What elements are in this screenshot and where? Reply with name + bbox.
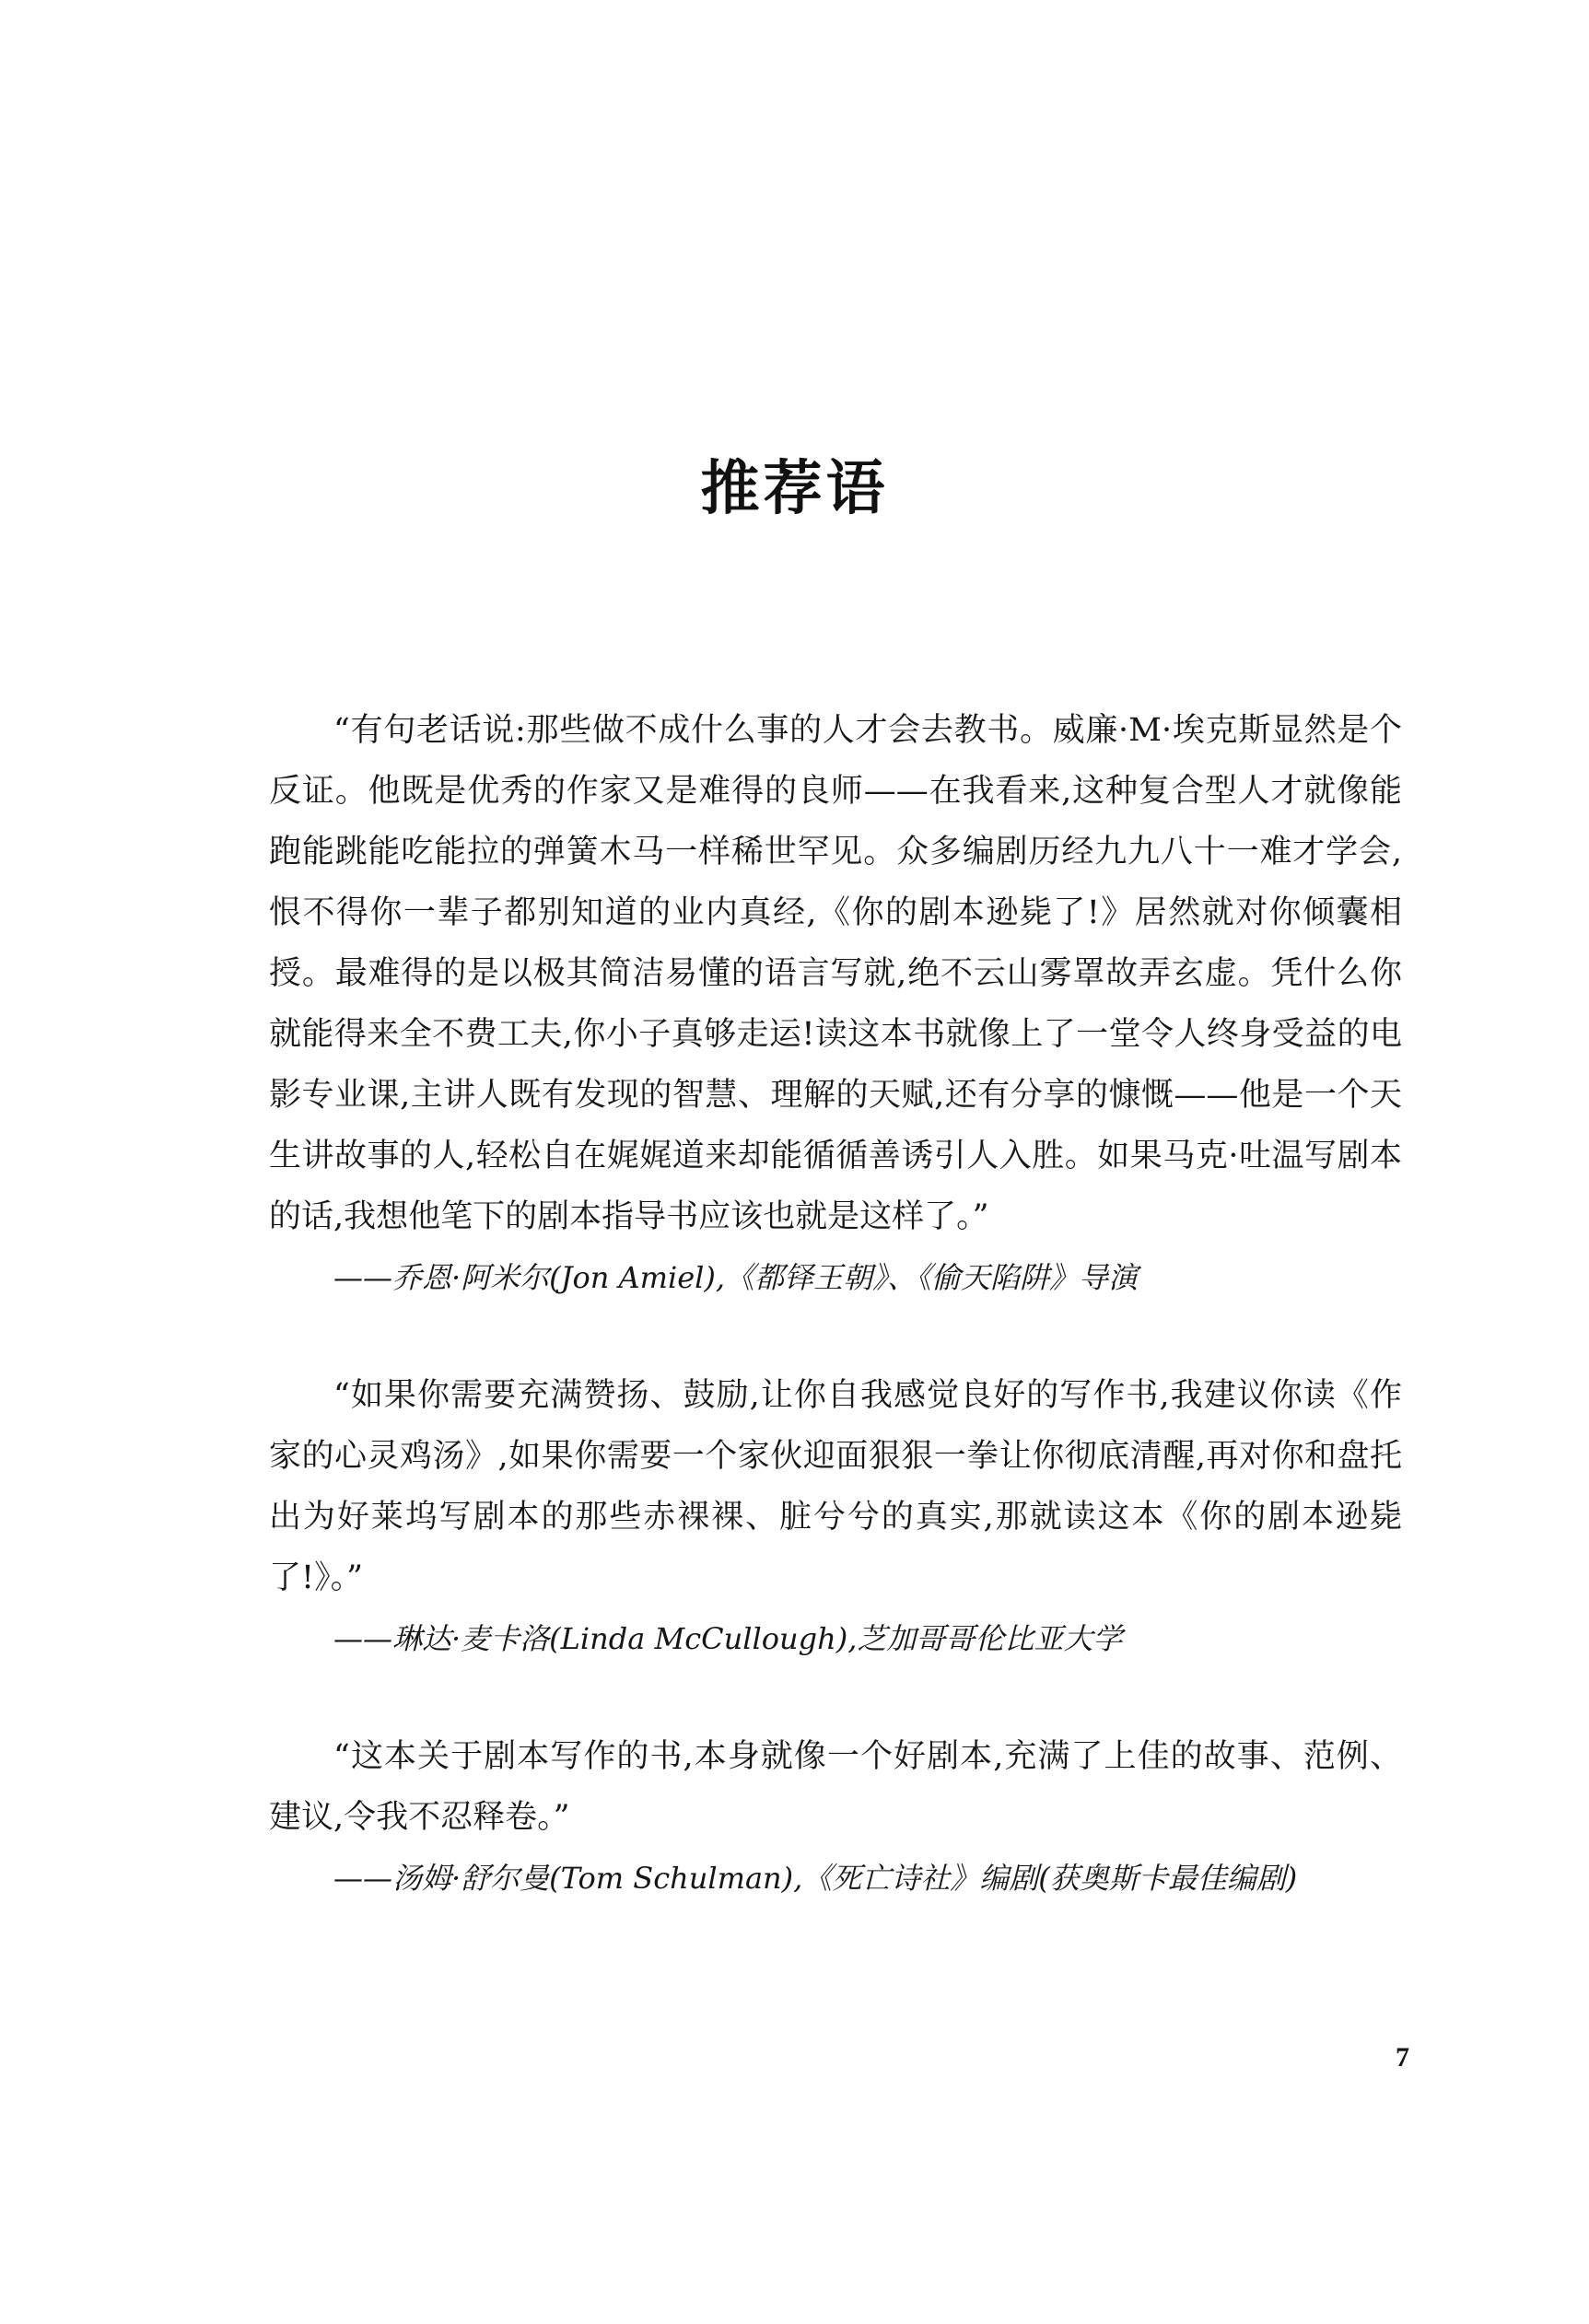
quote-text: “如果你需要充满赞扬、鼓励,让你自我感觉良好的写作书,我建议你读《作家的心灵鸡汤》,如果你需要一个家伙迎面狠狠一拳让你彻底清醒,再对你和盘托出为好莱坞写剧本的那些赤裸裸、脏兮兮的真实,那就读这本《你的剧本逊毙了!》。”	[269, 1377, 1402, 1596]
quote-text: “有句老话说:那些做不成什么事的人才会去教书。威廉·M·埃克斯显然是个反证。他既是优秀的作家又是难得的良师——在我看来,这种复合型人才就像能跑能跳能吃能拉的弹簧木马一样稀世罕见。众多编剧历经九九八十一难才学会,恨不得你一辈子都别知道的业内真经,《你的剧本逊毙了!》居然就对你倾囊相授。最难得的是以极其简洁易懂的语言写就,绝不云山雾罩故弄玄虚。凭什么你就能得来全不费工夫,你小子真够走运!读这本书就像上了一堂令人终身受益的电影专业课,主讲人既有发现的智慧、理解的天赋,还有分享的慷慨——他是一个天生讲故事的人,轻松自在娓娓道来却能循循善诱引人入胜。如果马克·吐温写剧本的话,我想他笔下的剧本指导书应该也就是这样了。”	[269, 712, 1402, 1235]
quote-attribution: ——汤姆·舒尔曼(Tom Schulman),《死亡诗社》编剧(获奥斯卡最佳编剧)	[333, 1861, 1298, 1896]
quote-block-1	[269, 700, 1402, 1308]
recommendations-body	[269, 700, 1402, 1909]
quote-attribution: ——乔恩·阿米尔(Jon Amiel),《都铎王朝》、《偷天陷阱》导演	[333, 1260, 1139, 1295]
quote-block-2	[269, 1365, 1402, 1669]
page-title: 推荐语	[700, 455, 889, 523]
page-number: 7	[1396, 2042, 1409, 2073]
quote-text: “这本关于剧本写作的书,本身就像一个好剧本,充满了上佳的故事、范例、建议,令我不忍释卷。”	[269, 1738, 1402, 1836]
quote-attribution: ——琳达·麦卡洛(Linda McCullough),芝加哥哥伦比亚大学	[333, 1621, 1123, 1656]
quote-block-3	[269, 1726, 1402, 1909]
